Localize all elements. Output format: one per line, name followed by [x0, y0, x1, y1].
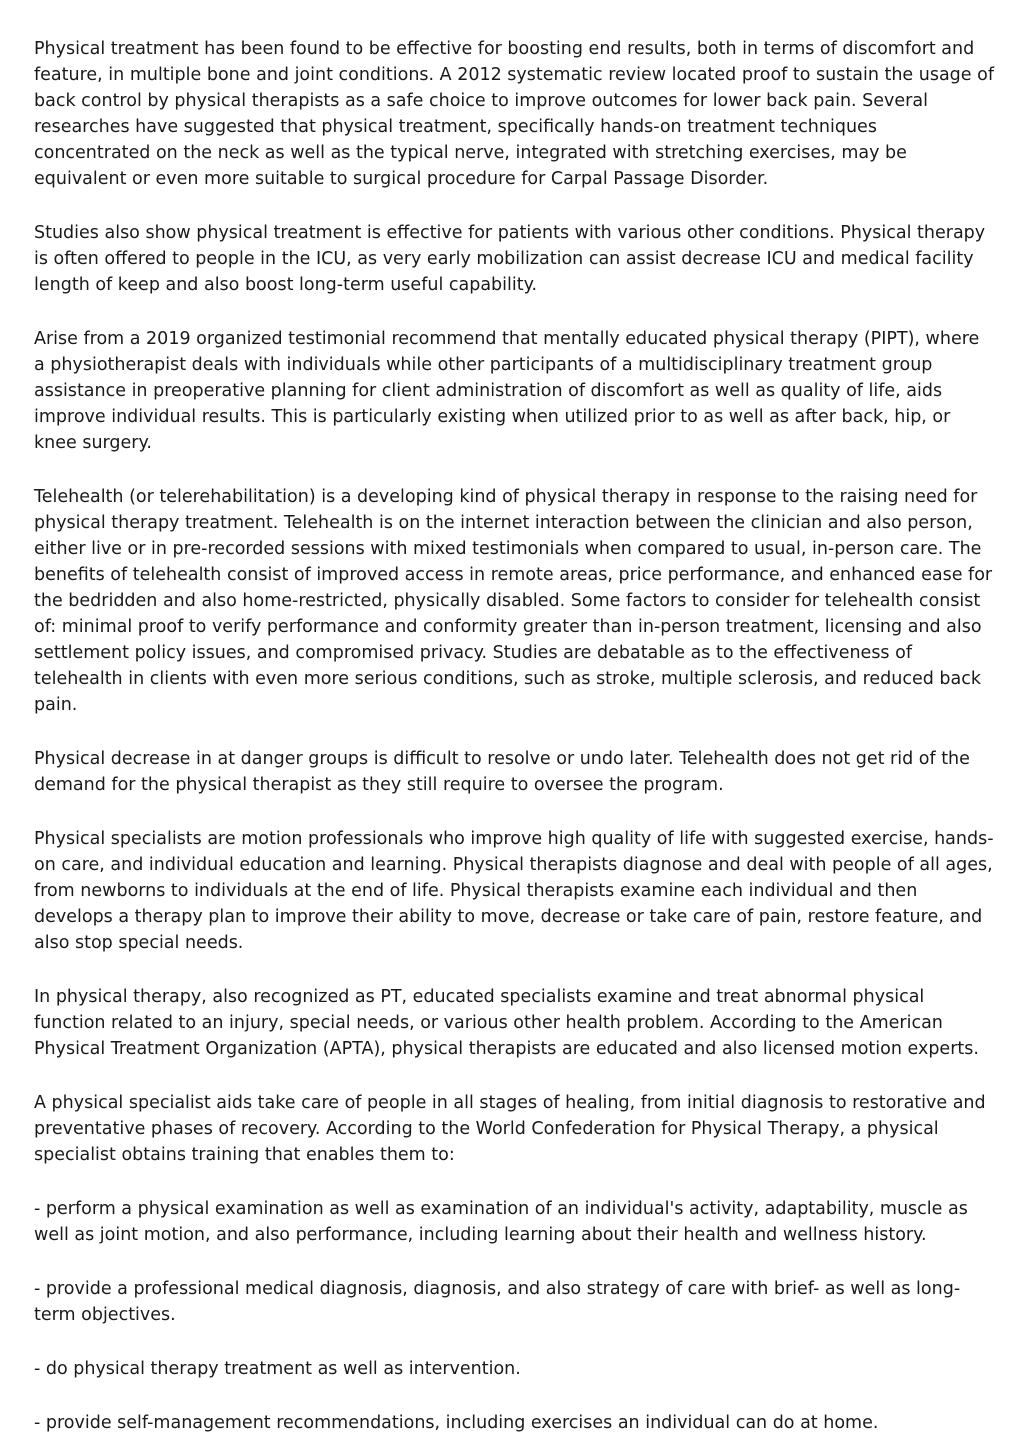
- paragraph-3: Arise from a 2019 organized testimonial recommend that mentally educated physical therapy (PIPT), where a physiotherapist deals with individuals while other participants of a multidisciplinary treatment group assistance in preoperative planning for client administration of discomfort as well as quality of life, aids improve individual results. This is particularly existing when utilized prior to as well as after back, hip, or knee surgery.: [34, 329, 980, 453]
- list-item-4: - provide self-management recommendations, including exercises an individual can do at home.: [34, 1413, 879, 1433]
- document-body: [34, 36, 994, 1436]
- paragraph-4: Telehealth (or telerehabilitation) is a developing kind of physical therapy in response to the raising need for physical therapy treatment. Telehealth is on the internet interaction between the clinician and also person, either live or in pre-recorded sessions with mixed testimonials when compared to usual, in-person care. The benefits of telehealth consist of improved access in remote areas, price performance, and enhanced ease for the bedridden and also home-restricted, physically disabled. Some factors to consider for telehealth consist of: minimal proof to verify performance and conformity greater than in-person treatment, licensing and also settlement policy issues, and compromised privacy. Studies are debatable as to the effectiveness of telehealth in clients with even more serious conditions, such as stroke, multiple sclerosis, and reduced back pain.: [34, 487, 993, 715]
- paragraph-6: Physical specialists are motion professionals who improve high quality of life with suggested exercise, hands-on care, and individual education and learning. Physical therapists diagnose and deal with people of all ages, from newborns to individuals at the end of life. Physical therapists examine each individual and then develops a therapy plan to improve their ability to move, decrease or take care of pain, restore feature, and also stop special needs.: [34, 829, 994, 953]
- paragraph-8: A physical specialist aids take care of people in all stages of healing, from initial diagnosis to restorative and preventative phases of recovery. According to the World Confederation for Physical Therapy, a physical specialist obtains training that enables them to:: [34, 1093, 986, 1165]
- list-item-3: - do physical therapy treatment as well as intervention.: [34, 1359, 521, 1379]
- paragraph-2: Studies also show physical treatment is effective for patients with various other conditions. Physical therapy is often offered to people in the ICU, as very early mobilization can assist decrease ICU and medical facility length of keep and also boost long-term useful capability.: [34, 223, 986, 295]
- paragraph-5: Physical decrease in at danger groups is difficult to resolve or undo later. Telehealth does not get rid of the demand for the physical therapist as they still require to oversee the program.: [34, 749, 970, 795]
- paragraph-7: In physical therapy, also recognized as PT, educated specialists examine and treat abnormal physical function related to an injury, special needs, or various other health problem. According to the American Physical Treatment Organization (APTA), physical therapists are educated and also licensed motion experts.: [34, 987, 979, 1059]
- list-item-2: - provide a professional medical diagnosis, diagnosis, and also strategy of care with brief- as well as long-term objectives.: [34, 1279, 961, 1325]
- paragraph-1: Physical treatment has been found to be effective for boosting end results, both in terms of discomfort and feature, in multiple bone and joint conditions. A 2012 systematic review located proof to sustain the usage of back control by physical therapists as a safe choice to improve outcomes for lower back pain. Several researches have suggested that physical treatment, specifically hands-on treatment techniques concentrated on the neck as well as the typical nerve, integrated with stretching exercises, may be equivalent or even more suitable to surgical procedure for Carpal Passage Disorder.: [34, 39, 994, 189]
- list-item-1: - perform a physical examination as well as examination of an individual's activity, adaptability, muscle as well as joint motion, and also performance, including learning about their health and wellness history.: [34, 1199, 968, 1245]
